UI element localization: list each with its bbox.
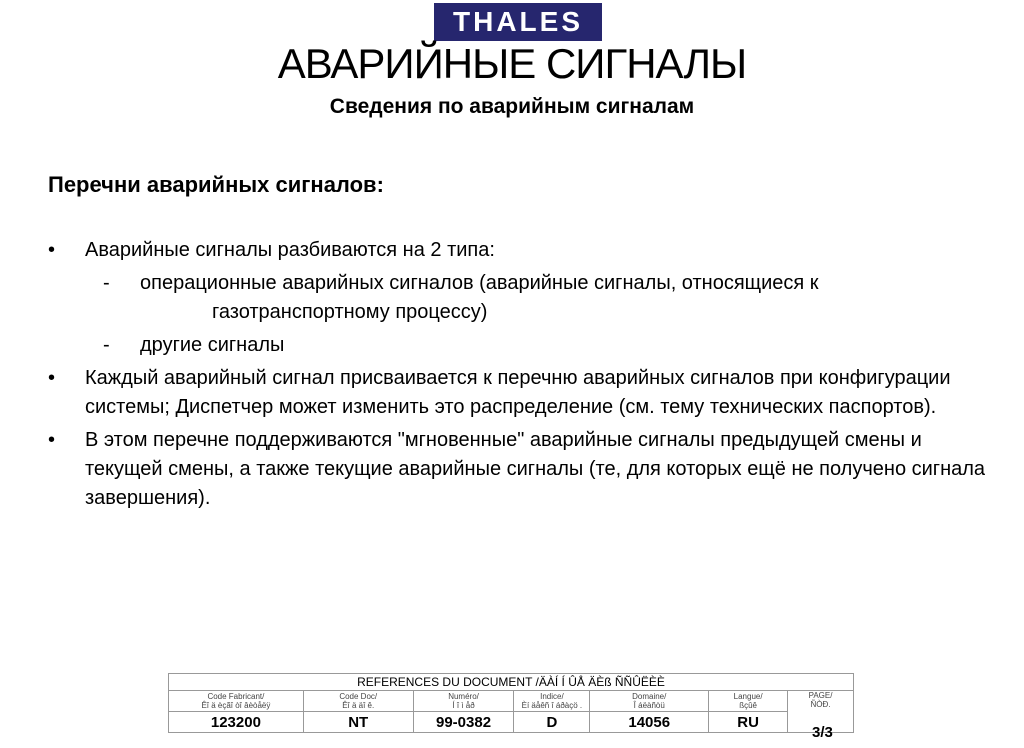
value-cell: 14056 [590,712,709,733]
page-number: 3/3 [812,724,833,741]
value-cell: NT [303,712,413,733]
label-cell: Numéro/ Í î ì åð [413,691,514,712]
document-references-table [168,673,854,733]
bullet-icon: • [48,429,56,451]
sub-item [48,269,988,327]
bullet-item [48,236,988,265]
label-cell: Indice/ Èí äåêñ î áðàçö . [514,691,590,712]
value-cell: 123200 [169,712,304,733]
bullet-item [48,426,988,513]
bullet-list [48,236,988,517]
value-cell: RU [709,712,788,733]
sub-item-text: другие сигналы [140,334,285,356]
bullet-item [48,364,988,422]
value-cell: 99-0382 [413,712,514,733]
label-cell: Domaine/ Î áëàñòü [590,691,709,712]
section-heading: Перечни аварийных сигналов: [48,172,384,197]
page-subtitle: Сведения по аварийным сигналам [329,95,695,118]
table-header: REFERENCES DU DOCUMENT /ÄÀÍ Í ÛÅ ÄÈß ÑÑÛËÈÈ [169,674,854,691]
thales-logo: THALES [434,3,602,41]
sub-item [48,331,988,360]
label-cell: Code Fabricant/ Êî ä èçãî òî âèòåëÿ [169,691,304,712]
dash-icon: - [103,272,110,294]
value-cell: D [514,712,590,733]
page-label-cell: PAGE/ ÑÒÐ. [788,691,854,733]
sub-item-text: операционные аварийных сигналов (аварийные сигналы, относящиеся к газотранспортному процессу) [140,272,819,323]
bullet-text: Каждый аварийный сигнал присваивается к перечню аварийных сигналов при конфигурации системы; Диспетчер может изменить это распределение (см. тему технических паспортов). [85,367,951,418]
bullet-icon: • [48,367,56,389]
bullet-icon: • [48,239,56,261]
label-cell: Code Doc/ Êî ä äî ê. [303,691,413,712]
dash-icon: - [103,334,110,356]
bullet-text: Аварийные сигналы разбиваются на 2 типа: [85,239,495,261]
page-title: АВАРИЙНЫЕ СИГНАЛЫ [277,40,747,87]
bullet-text: В этом перечне поддерживаются "мгновенные" аварийные сигналы предыдущей смены и текущей смены, а также текущие аварийные сигналы (те, для которых ещё не получено сигнала завершения). [85,429,986,509]
label-cell: Langue/ ßçûê [709,691,788,712]
